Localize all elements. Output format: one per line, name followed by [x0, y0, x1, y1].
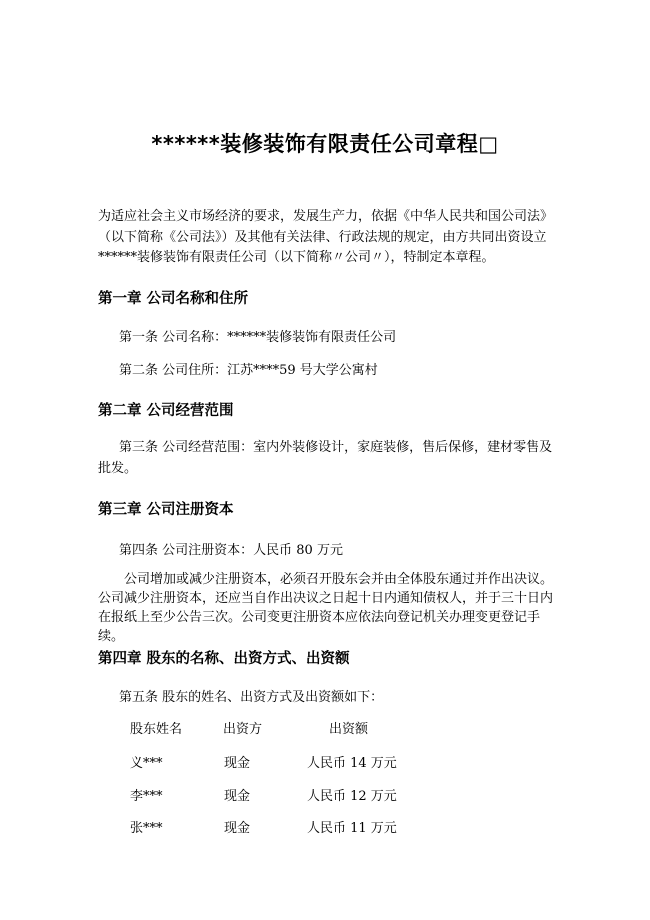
article-1: 第一条 公司名称：******装修装饰有限责任公司	[119, 330, 397, 345]
table-cell-amount: 人民币 14 万元	[307, 756, 397, 771]
article-2: 第二条 公司住所：江苏****59 号大学公寓村	[119, 363, 378, 378]
chapter-4-heading: 第四章 股东的名称、出资方式、出资额	[98, 651, 350, 667]
table-header-amount: 出资额	[329, 722, 369, 737]
chapter-3-heading: 第三章 公司注册资本	[98, 502, 234, 518]
table-cell-method: 现金	[224, 789, 251, 804]
table-cell-method: 现金	[224, 821, 251, 836]
table-cell-name: 张***	[130, 821, 163, 836]
table-cell-amount: 人民币 11 万元	[307, 821, 397, 836]
chapter-2-heading: 第二章 公司经营范围	[98, 403, 234, 419]
article-4: 第四条 公司注册资本：人民币 80 万元	[119, 543, 343, 558]
table-cell-amount: 人民币 12 万元	[307, 789, 397, 804]
article-5: 第五条 股东的姓名、出资方式及出资额如下：	[119, 690, 384, 705]
chapter-1-heading: 第一章 公司名称和住所	[98, 291, 249, 307]
table-cell-method: 现金	[224, 756, 251, 771]
intro-paragraph: 为适应社会主义市场经济的要求，发展生产力，依据《中华人民共和国公司法》（以下简称《公司法》）及其他有关法律、行政法规的规定，由方共同出资设立******装修装饰有限责任公司（以下简称〃公司〃），特制定本章程。	[98, 209, 554, 265]
article-3: 第三条 公司经营范围：室内外装修设计，家庭装修，售后保修，建材零售及批发。	[98, 440, 553, 476]
table-cell-name: 李***	[130, 789, 163, 804]
capital-change-paragraph: 公司增加或减少注册资本，必须召开股东会并由全体股东通过并作出决议。公司减少注册资本，还应当自作出决议之日起十日内通知债权人，并于三十日内在报纸上至少公告三次。公司变更注册资本应依法向登记机关办理变更登记手续。	[98, 572, 554, 644]
table-header-name: 股东姓名	[130, 722, 183, 737]
table-cell-name: 义***	[130, 756, 163, 771]
table-header-method: 出资方	[223, 722, 263, 737]
document-title: ******装修装饰有限责任公司章程□	[151, 132, 499, 156]
